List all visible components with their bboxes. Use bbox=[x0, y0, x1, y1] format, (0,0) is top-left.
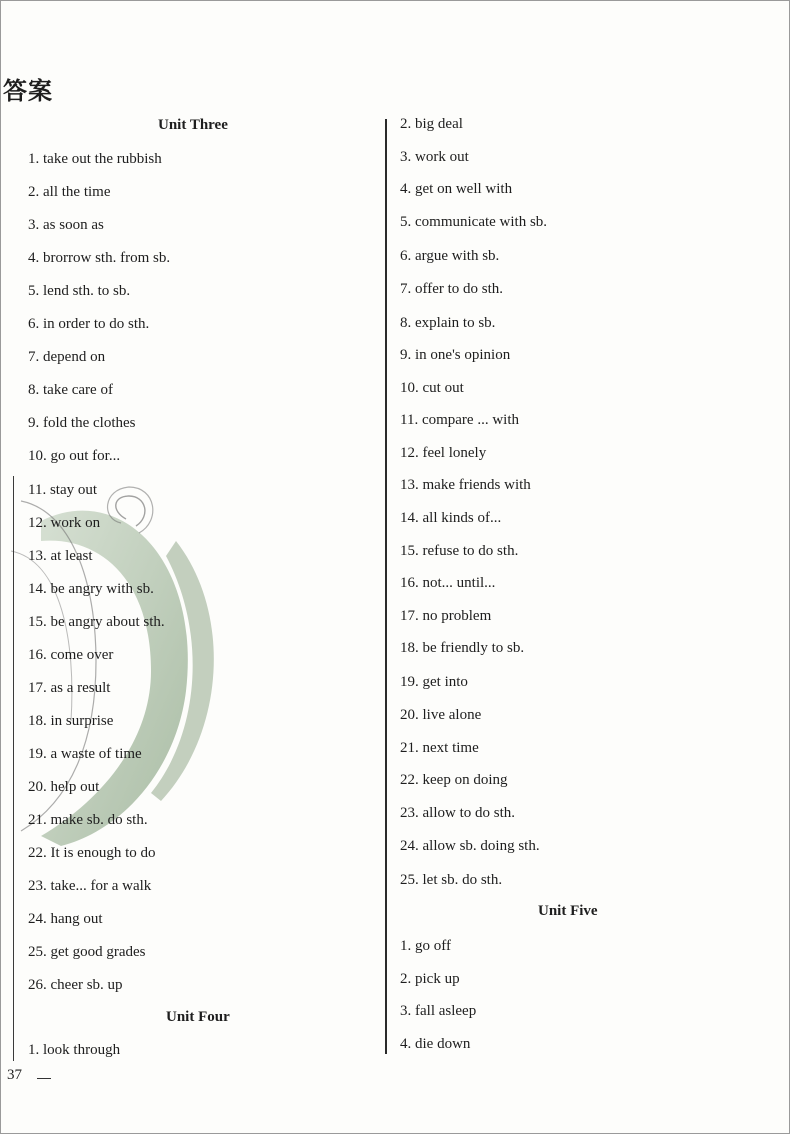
list-item: 18. in surprise bbox=[28, 713, 114, 729]
list-item: 22. keep on doing bbox=[400, 772, 508, 788]
list-item: 19. get into bbox=[400, 674, 468, 690]
list-item: 2. pick up bbox=[400, 971, 460, 987]
list-item: 20. live alone bbox=[400, 707, 482, 723]
list-item: 17. as a result bbox=[28, 680, 111, 696]
list-item: 16. not... until... bbox=[400, 575, 496, 591]
list-item: 9. in one's opinion bbox=[400, 347, 511, 363]
list-item: 16. come over bbox=[28, 647, 114, 663]
list-item: 21. make sb. do sth. bbox=[28, 812, 148, 828]
list-item: 2. all the time bbox=[28, 184, 111, 200]
list-item: 3. as soon as bbox=[28, 217, 104, 233]
list-item: 4. brorrow sth. from sb. bbox=[28, 250, 171, 266]
list-item: 18. be friendly to sb. bbox=[400, 640, 525, 656]
list-item: 21. next time bbox=[400, 740, 479, 756]
list-item: 17. no problem bbox=[400, 608, 492, 624]
page-number: 37 bbox=[7, 1067, 22, 1083]
list-item: 19. a waste of time bbox=[28, 746, 142, 762]
unit-five-title: Unit Five bbox=[538, 903, 598, 919]
list-item: 12. feel lonely bbox=[400, 445, 487, 461]
list-item: 25. let sb. do sth. bbox=[400, 872, 503, 888]
list-item: 24. allow sb. doing sth. bbox=[400, 838, 540, 854]
list-item: 5. communicate with sb. bbox=[400, 214, 548, 230]
list-item: 8. explain to sb. bbox=[400, 315, 496, 331]
list-item: 11. compare ... with bbox=[400, 412, 519, 428]
list-item: 23. allow to do sth. bbox=[400, 805, 515, 821]
list-item: 2. big deal bbox=[400, 116, 463, 132]
list-item: 20. help out bbox=[28, 779, 100, 795]
list-item: 11. stay out bbox=[28, 482, 98, 498]
list-item: 1. take out the rubbish bbox=[28, 151, 162, 167]
list-item: 15. be angry about sth. bbox=[28, 614, 165, 630]
list-item: 10. go out for... bbox=[28, 448, 121, 464]
list-item: 8. take care of bbox=[28, 382, 113, 398]
list-item: 4. get on well with bbox=[400, 181, 513, 197]
list-item: 4. die down bbox=[400, 1036, 471, 1052]
list-item: 24. hang out bbox=[28, 911, 103, 927]
unit-four-title: Unit Four bbox=[166, 1009, 230, 1025]
column-divider bbox=[385, 119, 387, 1054]
binding-edge-line bbox=[13, 476, 14, 1061]
list-item: 1. go off bbox=[400, 938, 451, 954]
page-number-dash bbox=[37, 1078, 51, 1079]
list-item: 12. work on bbox=[28, 515, 101, 531]
page-heading: 答案 bbox=[3, 79, 53, 105]
list-item: 26. cheer sb. up bbox=[28, 977, 123, 993]
list-item: 6. argue with sb. bbox=[400, 248, 500, 264]
list-item: 3. work out bbox=[400, 149, 469, 165]
list-item: 14. be angry with sb. bbox=[28, 581, 154, 597]
unit-three-title: Unit Three bbox=[158, 117, 228, 133]
list-item: 6. in order to do sth. bbox=[28, 316, 150, 332]
list-item: 5. lend sth. to sb. bbox=[28, 283, 131, 299]
list-item: 7. offer to do sth. bbox=[400, 281, 504, 297]
list-item: 3. fall asleep bbox=[400, 1003, 477, 1019]
list-item: 10. cut out bbox=[400, 380, 464, 396]
list-item: 22. It is enough to do bbox=[28, 845, 156, 861]
list-item: 9. fold the clothes bbox=[28, 415, 136, 431]
list-item: 14. all kinds of... bbox=[400, 510, 502, 526]
list-item: 25. get good grades bbox=[28, 944, 146, 960]
list-item: 23. take... for a walk bbox=[28, 878, 152, 894]
list-item: 7. depend on bbox=[28, 349, 106, 365]
list-item: 1. look through bbox=[28, 1042, 121, 1058]
list-item: 13. at least bbox=[28, 548, 93, 564]
list-item: 15. refuse to do sth. bbox=[400, 543, 519, 559]
list-item: 13. make friends with bbox=[400, 477, 531, 493]
